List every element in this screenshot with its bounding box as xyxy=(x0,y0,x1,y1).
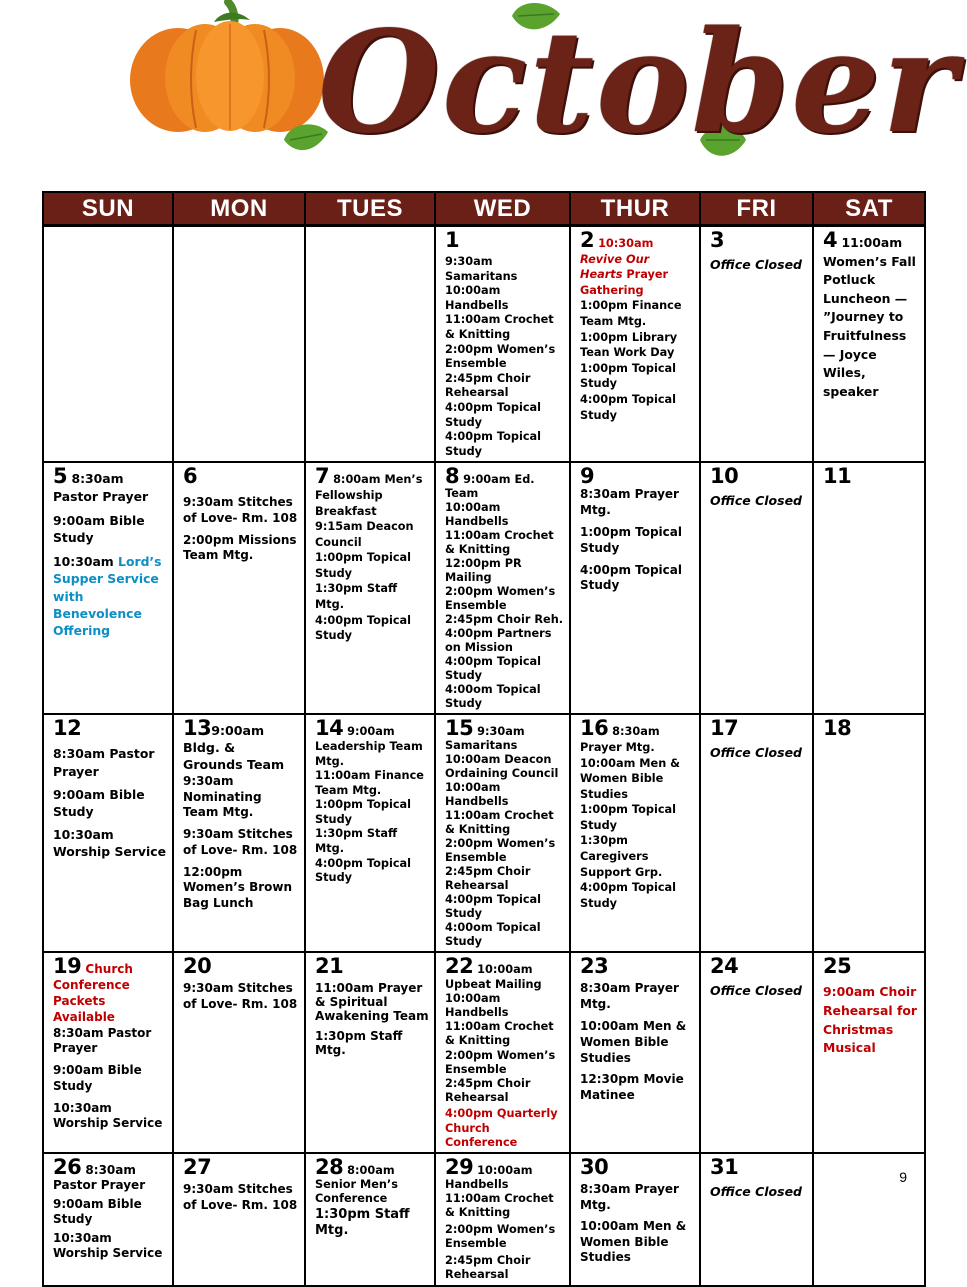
event-item: 4:00pm Topical Study xyxy=(315,856,412,885)
event-item: 2:45pm Choir Rehearsal xyxy=(445,1253,531,1281)
day-number: 23 xyxy=(580,954,609,979)
event-item: 4:00pm Quarterly Church Conference xyxy=(445,1107,558,1149)
event-item: 4:00om Topical Study xyxy=(445,921,541,949)
event-item: 2:00pm Women’s Ensemble xyxy=(445,585,556,613)
event-item: 8:30am Prayer Mtg. xyxy=(580,487,679,518)
event-item: 1:30pm Staff Mtg. xyxy=(315,1029,403,1058)
event-item: 10:00am Handbells xyxy=(445,781,509,809)
day-number: 8 xyxy=(445,464,460,489)
week-row xyxy=(43,1153,925,1286)
calendar-grid xyxy=(42,191,926,1287)
day-cell xyxy=(173,1153,305,1286)
event-item: 9:15am Deacon Council xyxy=(315,520,414,549)
event-time: 11:00am xyxy=(841,235,903,250)
day-cell xyxy=(813,714,925,952)
event-text: 9:00am Bible Study xyxy=(53,512,145,545)
event-item: 8:30am Pastor Prayer xyxy=(53,746,155,779)
event-text: Pastor Prayer xyxy=(53,488,149,504)
event-text: 9:00am Bldg. & Grounds Team xyxy=(183,723,285,772)
event-item: 1:30pm Staff Mtg. xyxy=(315,827,398,856)
weekday-tue: TUES xyxy=(305,192,435,226)
day-number: 25 xyxy=(823,954,852,979)
day-number: 16 xyxy=(580,716,609,741)
event-item: 10:00am Deacon Ordaining Council xyxy=(445,753,559,781)
event-item: 4:00pm Topical Study xyxy=(580,392,677,422)
event-item: 11:00am Crochet & Knitting xyxy=(445,1191,554,1219)
day-cell xyxy=(305,952,435,1153)
week-row xyxy=(43,714,925,952)
event-item: 9:30am Stitches of Love- Rm. 108 xyxy=(183,981,298,1011)
event-text: Prayer Gathering xyxy=(580,268,669,297)
office-closed-note: Office Closed xyxy=(710,983,802,999)
event-item: 1:00pm Topical Study xyxy=(315,551,412,580)
day-cell xyxy=(813,462,925,714)
event-item: 10:00am Handbells xyxy=(445,501,509,529)
week-row xyxy=(43,462,925,714)
day-cell xyxy=(813,226,925,463)
event-text: 9:00am Ed. Team xyxy=(445,473,535,501)
event-item: 10:30am Worship Service xyxy=(53,1230,163,1260)
event-item: 11:00am Crochet & Knitting xyxy=(445,1020,554,1048)
day-cell xyxy=(570,714,700,952)
day-cell xyxy=(700,952,813,1153)
event-item: 1:00pm Library Tean Work Day xyxy=(580,330,678,360)
event-item: 9:30am Stitches of Love- Rm. 108 xyxy=(183,495,298,525)
event-text: Women’s Fall Potluck Luncheon — ”Journey to Fruitfulness — Joyce Wiles, speaker xyxy=(823,253,916,399)
office-closed-note: Office Closed xyxy=(710,257,802,272)
day-cell xyxy=(700,462,813,714)
day-cell xyxy=(305,714,435,952)
event-item: 4:00pm Partners on Mission xyxy=(445,627,552,655)
event-item: 1:00pm Topical Study xyxy=(580,361,677,391)
event-item: 8:30am Prayer Mtg. xyxy=(580,981,679,1012)
event-text: 8:00am Senior Men’s Conference xyxy=(315,1163,398,1205)
event-item: 1:00pm Topical Study xyxy=(580,524,682,555)
event-item: 4:00pm Topical Study xyxy=(445,430,542,458)
day-number: 3 xyxy=(710,228,725,252)
event-time: 8:30am xyxy=(85,1162,136,1177)
day-number: 22 xyxy=(445,954,474,979)
day-cell xyxy=(305,1153,435,1286)
day-number: 15 xyxy=(445,716,474,741)
weekday-wed: WED xyxy=(435,192,570,226)
day-number: 9 xyxy=(580,464,595,489)
event-item: 1:00pm Finance Team Mtg. xyxy=(580,299,682,328)
day-cell xyxy=(570,226,700,463)
day-cell xyxy=(43,952,173,1153)
event-item: 12:00pm PR Mailing xyxy=(445,557,522,585)
day-number: 14 xyxy=(315,716,344,741)
week-row xyxy=(43,952,925,1153)
day-number: 24 xyxy=(710,954,739,979)
event-item: 4:00pm Topical Study xyxy=(580,881,677,910)
event-item: 2:00pm Missions Team Mtg. xyxy=(183,532,297,563)
day-number: 2 xyxy=(580,228,595,252)
event-item: 2:45pm Choir Rehearsal xyxy=(445,865,531,893)
event-item: 10:00am Men & Women Bible Studies xyxy=(580,1018,687,1065)
event-text: 10:00am Upbeat Mailing xyxy=(445,963,542,991)
week-row xyxy=(43,226,925,463)
pumpkin-icon xyxy=(130,2,324,132)
event-item: 9:30am Stitches of Love- Rm. 108 xyxy=(183,1181,298,1212)
day-cell xyxy=(700,1153,813,1286)
day-number: 13 xyxy=(183,716,212,741)
day-number: 27 xyxy=(183,1154,212,1179)
day-cell xyxy=(435,714,570,952)
event-item: 12:30pm Movie Matinee xyxy=(580,1072,684,1103)
event-item: 2:45pm Choir Rehearsal xyxy=(445,1076,531,1105)
event-time: 10:30am xyxy=(598,237,654,250)
day-cell xyxy=(435,226,570,463)
event-title: Revive Our Hearts xyxy=(580,252,650,282)
office-closed-note: Office Closed xyxy=(710,493,802,509)
event-item: 1:30pm Caregivers Support Grp. xyxy=(580,834,663,879)
event-item: 2:00pm Women’s Ensemble xyxy=(445,1222,556,1250)
event-item: 8:30am Pastor Prayer xyxy=(53,1025,152,1056)
day-cell xyxy=(173,714,305,952)
office-closed-note: Office Closed xyxy=(710,1183,802,1199)
day-number: 1 xyxy=(445,228,460,252)
event-text: 9:00am Leadership Team Mtg. xyxy=(315,725,423,768)
event-item: 1:30pm Staff Mtg. xyxy=(315,1207,410,1239)
day-cell xyxy=(43,714,173,952)
weekday-sun: SUN xyxy=(43,192,173,226)
day-cell xyxy=(700,226,813,463)
event-item: Pastor Prayer xyxy=(53,1178,146,1193)
event-text: 8:00am Men’s Fellowship Breakfast xyxy=(315,473,423,518)
event-text: 10:00am Handbells xyxy=(445,1163,533,1191)
day-number: 31 xyxy=(710,1154,739,1179)
event-item: 10:00am Men & Women Bible Studies xyxy=(580,1219,687,1265)
event-text: 9:30am Samaritans xyxy=(445,725,525,753)
day-cell xyxy=(173,952,305,1153)
day-cell-empty xyxy=(43,226,173,463)
event-item: 2:45pm Choir Reh. xyxy=(445,613,564,627)
office-closed-note: Office Closed xyxy=(710,745,802,761)
day-cell xyxy=(435,952,570,1153)
event-item: 2:45pm Choir Rehearsal xyxy=(445,371,531,400)
event-item: 11:00am Prayer & Spiritual Awakening Team xyxy=(315,981,429,1024)
day-number: 11 xyxy=(823,464,852,489)
day-number: 7 xyxy=(315,464,330,489)
day-number: 19 xyxy=(53,954,82,979)
day-cell xyxy=(43,462,173,714)
weekday-header-row xyxy=(43,192,925,226)
day-number: 28 xyxy=(315,1154,344,1179)
day-cell xyxy=(43,1153,173,1286)
weekday-mon: MON xyxy=(173,192,305,226)
event-item: 10:30am Worship Service xyxy=(53,827,166,860)
day-cell xyxy=(305,462,435,714)
event-text: Lord’s Supper Service with Benevolence Offering xyxy=(53,554,162,638)
event-item: 8:30am Prayer Mtg. xyxy=(580,1181,679,1212)
event-item: 10:00am Men & Women Bible Studies xyxy=(580,756,681,801)
event-item: 2:00pm Women’s Ensemble xyxy=(445,837,556,865)
day-number: 6 xyxy=(183,464,198,489)
day-cell xyxy=(813,952,925,1153)
day-number: 12 xyxy=(53,716,82,741)
event-item: 4:00pm Topical Study xyxy=(315,613,412,643)
event-item: 9:30am Nominating Team Mtg. xyxy=(183,773,262,820)
day-number: 26 xyxy=(53,1154,82,1179)
event-item: 4:00pm Topical Study xyxy=(580,562,682,593)
day-number: 30 xyxy=(580,1154,609,1179)
day-cell xyxy=(570,1153,700,1286)
event-item: 10:00am Handbells xyxy=(445,284,509,312)
day-cell xyxy=(435,462,570,714)
day-cell xyxy=(700,714,813,952)
day-cell xyxy=(570,462,700,714)
day-cell xyxy=(435,1153,570,1286)
day-number: 29 xyxy=(445,1154,474,1179)
event-item: 9:00am Bible Study xyxy=(53,786,145,819)
page-header xyxy=(0,0,967,190)
event-item: 9:00am Bible Study xyxy=(53,1196,142,1227)
event-item: 9:30am Samaritans xyxy=(445,255,518,283)
event-item: 1:00pm Topical Study xyxy=(580,803,677,832)
day-cell-empty xyxy=(813,1153,925,1286)
weekday-thu: THUR xyxy=(570,192,700,226)
event-item: 4:00pm Topical Study xyxy=(445,400,542,429)
event-item: 11:00am Crochet & Knitting xyxy=(445,809,554,837)
event-item: 1:30pm Staff Mtg. xyxy=(315,582,398,612)
day-number: 21 xyxy=(315,954,344,979)
day-number: 5 xyxy=(53,464,68,489)
event-item: 11:00am Crochet & Knitting xyxy=(445,313,554,341)
month-title: October xyxy=(318,1,958,165)
day-number: 20 xyxy=(183,954,212,979)
event-time: 8:30am xyxy=(71,471,124,487)
day-number: 18 xyxy=(823,716,852,741)
event-time: 10:30am xyxy=(53,554,114,570)
day-cell-empty xyxy=(173,226,305,463)
event-item: 11:00am Crochet & Knitting xyxy=(445,529,554,557)
event-item: 1:00pm Topical Study xyxy=(315,798,412,826)
event-item: 11:00am Finance Team Mtg. xyxy=(315,769,424,797)
day-number: 10 xyxy=(710,464,739,489)
event-item: 4:00om Topical Study xyxy=(445,683,541,711)
day-cell xyxy=(173,462,305,714)
day-number: 17 xyxy=(710,716,739,741)
event-item: 4:00pm Topical Study xyxy=(445,655,542,683)
weekday-sat: SAT xyxy=(813,192,925,226)
event-item: 10:30am Worship Service xyxy=(53,1100,163,1131)
day-cell xyxy=(570,952,700,1153)
day-number: 4 xyxy=(823,228,838,252)
event-item: 4:00pm Topical Study xyxy=(445,893,542,921)
event-item: 9:00am Bible Study xyxy=(53,1063,142,1093)
event-item: 10:00am Handbells xyxy=(445,991,509,1019)
page-number: 9 xyxy=(899,1169,907,1185)
event-text: 9:00am Choir Rehearsal for Christmas Musical xyxy=(823,984,917,1056)
event-item: 12:00pm Women’s Brown Bag Lunch xyxy=(183,864,293,911)
event-item: 2:00pm Women’s Ensemble xyxy=(445,1048,556,1076)
event-item: 9:30am Stitches of Love- Rm. 108 xyxy=(183,827,298,857)
weekday-fri: FRI xyxy=(700,192,813,226)
event-text: Church Conference Packets Available xyxy=(53,962,133,1024)
event-item: 2:00pm Women’s Ensemble xyxy=(445,342,556,371)
event-text: 8:30am Prayer Mtg. xyxy=(580,725,660,754)
day-cell-empty xyxy=(305,226,435,463)
